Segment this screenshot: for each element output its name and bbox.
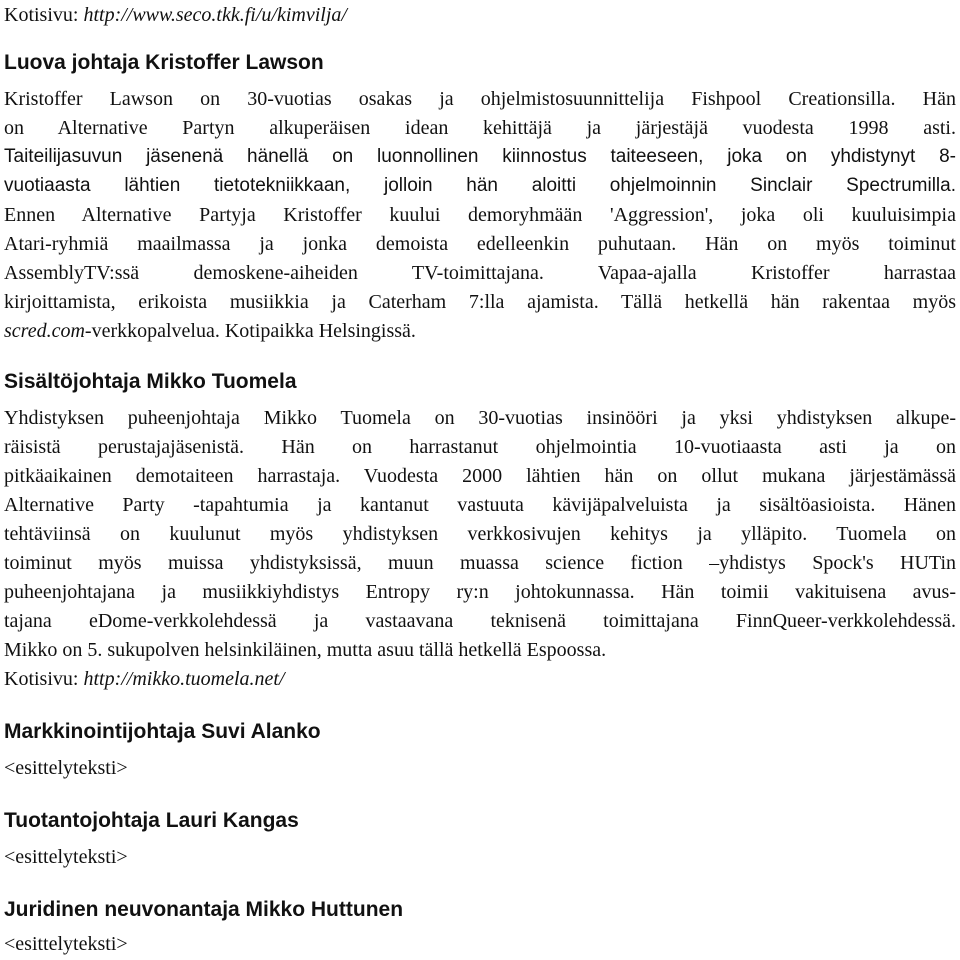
text-line: Ennen Alternative Partyja Kristoffer kuului demoryhmään 'Aggression', joka oli kuuluisimpia — [4, 204, 956, 226]
text-line: pitkäaikainen demotaiteen harrastaja. Vuodesta 2000 lähtien hän on ollut mukana järjestämässä — [4, 465, 956, 487]
homepage-link[interactable]: http://www.seco.tkk.fi/u/kimvilja/ — [83, 4, 347, 26]
text-line: puheenjohtajana ja musiikkiyhdistys Entropy ry:n johtokunnassa. Hän toimii vakituisena avus- — [4, 581, 956, 603]
text-line: kirjoittamista, erikoista musiikkia ja Caterham 7:lla ajamista. Tällä hetkellä hän rakentaa myös — [4, 291, 956, 313]
text-line: Yhdistyksen puheenjohtaja Mikko Tuomela on 30-vuotias insinööri ja yksi yhdistyksen alkupe- — [4, 407, 956, 429]
text-line: AssemblyTV:ssä demoskene-aiheiden TV-toimittajana. Vapaa-ajalla Kristoffer harrastaa — [4, 262, 956, 284]
text-line: vuotiaasta lähtien tietotekniikkaan, jolloin hän aloitti ohjelmoinnin Sinclair Spectrumilla. — [4, 175, 956, 196]
homepage-line-2 — [4, 666, 285, 692]
homepage-label: Kotisivu: — [4, 4, 84, 26]
text-line: Alternative Party -tapahtumia ja kantanut vastuuta kävijäpalveluista ja sisältöasioista. Hänen — [4, 494, 956, 516]
text-line: on Alternative Partyn alkuperäisen idean kehittäjä ja järjestäjä vuodesta 1998 asti. — [4, 117, 956, 139]
homepage-link[interactable]: http://mikko.tuomela.net/ — [83, 668, 285, 690]
text-line-last — [4, 318, 416, 344]
text-fragment: -verkkopalvelua. Kotipaikka Helsingissä. — [84, 320, 416, 342]
homepage-label: Kotisivu: — [4, 668, 84, 690]
heading-tuomela: Sisältöjohtaja Mikko Tuomela — [4, 370, 297, 393]
text-line: toiminut myös muissa yhdistyksissä, muun muassa science fiction –yhdistys Spock's HUTin — [4, 552, 956, 574]
text-line: tajana eDome-verkkolehdessä ja vastaavana teknisenä toimittajana FinnQueer-verkkolehdessä. — [4, 610, 956, 632]
text-line-last: Mikko on 5. sukupolven helsinkiläinen, mutta asuu tällä hetkellä Espoossa. — [4, 639, 607, 661]
intro-placeholder-kangas: <esittelyteksti> — [4, 846, 128, 868]
intro-placeholder-huttunen: <esittelyteksti> — [4, 933, 128, 955]
heading-huttunen: Juridinen neuvonantaja Mikko Huttunen — [4, 898, 404, 921]
text-line: Atari-ryhmiä maailmassa ja jonka demoista edelleenkin puhutaan. Hän on myös toiminut — [4, 233, 956, 255]
text-line: Kristoffer Lawson on 30-vuotias osakas ja ohjelmistosuunnittelija Fishpool Creationsilla. Hän — [4, 88, 956, 110]
text-line: räisistä perustajajäsenistä. Hän on harrastanut ohjelmointia 10-vuotiaasta asti ja on — [4, 436, 956, 458]
text-line: tehtäviinsä on kuulunut myös yhdistyksen verkkosivujen kehitys ja ylläpito. Tuomela on — [4, 523, 956, 545]
heading-kangas: Tuotantojohtaja Lauri Kangas — [4, 809, 299, 832]
heading-lawson: Luova johtaja Kristoffer Lawson — [4, 51, 324, 74]
heading-alanko: Markkinointijohtaja Suvi Alanko — [4, 720, 321, 743]
text-line: Taiteilijasuvun jäsenenä hänellä on luonnollinen kiinnostus taiteeseen, joka on yhdistynyt 8- — [4, 146, 956, 167]
intro-placeholder-alanko: <esittelyteksti> — [4, 757, 128, 779]
homepage-line-1 — [4, 2, 347, 28]
scred-link[interactable]: scred.com — [4, 320, 85, 342]
